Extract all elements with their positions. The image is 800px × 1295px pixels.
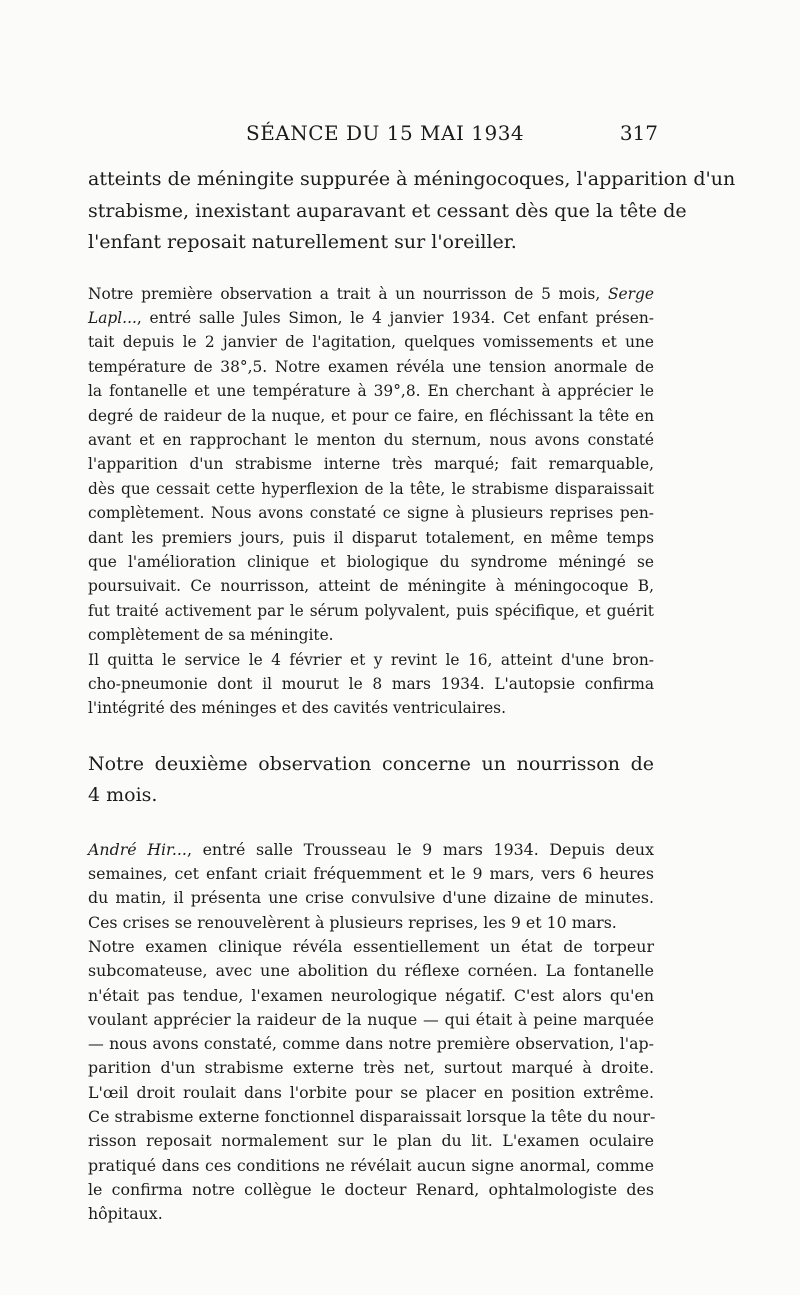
- text-line: [88, 838, 654, 862]
- text-line: — nous avons constaté, comme dans notre première observation, l'ap-: [88, 1034, 654, 1054]
- running-title: SÉANCE DU 15 MAI 1934: [246, 121, 525, 145]
- text-line: parition d'un strabisme externe très net, surtout marqué à droite.: [88, 1058, 654, 1078]
- text-line: Notre examen clinique révéla essentiellement un état de torpeur: [88, 937, 654, 956]
- text-line: [88, 282, 654, 306]
- text-segment: , entré salle Trousseau le 9 mars 1934. Depuis deux: [186, 839, 654, 859]
- patient-name: Serge: [608, 284, 654, 303]
- text-body: [88, 164, 736, 1227]
- text-line: cho-pneumonie dont il mourut le 8 mars 1934. L'autopsie confirma: [88, 675, 654, 693]
- text-line: fut traité activement par le sérum polyvalent, puis spécifique, et guérit: [88, 601, 654, 620]
- text-line: tait depuis le 2 janvier de l'agitation, quelques vomissements et une: [88, 333, 654, 352]
- text-line: l'intégrité des méninges et des cavités ventriculaires.: [88, 699, 506, 718]
- text-line: degré de raideur de la nuque, et pour ce faire, en fléchissant la tête en: [88, 406, 654, 425]
- text-line: pratiqué dans ces conditions ne révélait aucun signe anormal, comme: [88, 1155, 654, 1175]
- text-line: le confirma notre collègue le docteur Renard, ophtalmologiste des: [88, 1179, 654, 1199]
- text-segment: Notre première observation a trait à un nourrisson de 5 mois,: [88, 284, 609, 303]
- text-line: l'enfant reposait naturellement sur l'oreiller.: [88, 231, 517, 253]
- text-line: risson reposait normalement sur le plan du lit. L'examen oculaire: [88, 1131, 654, 1151]
- text-line: poursuivait. Ce nourrisson, atteint de méningite à méningocoque B,: [88, 577, 654, 596]
- text-line: voulant apprécier la raideur de la nuque — qui était à peine marquée: [88, 1009, 654, 1029]
- running-header: [88, 121, 658, 153]
- text-segment: , entré salle Jules Simon, le 4 janvier 1934. Cet enfant présen-: [136, 308, 654, 327]
- text-line: L'œil droit roulait dans l'orbite pour se placer en position extrême.: [88, 1082, 654, 1102]
- text-line: Notre deuxième observation concerne un nourrisson de: [88, 752, 654, 775]
- paragraph-intro-continuation: [88, 164, 736, 259]
- text-line: la fontanelle et une température à 39°,8. En cherchant à apprécier le: [88, 382, 654, 401]
- text-line: l'apparition d'un strabisme interne très marqué; fait remarquable,: [88, 455, 654, 474]
- text-line: dès que cessait cette hyperflexion de la tête, le strabisme disparaissait: [88, 479, 654, 498]
- text-line: que l'amélioration clinique et biologique du syndrome méningé se: [88, 552, 654, 571]
- paragraph-second-exam: [88, 935, 654, 1227]
- patient-name: Lapl...: [88, 308, 137, 327]
- text-line: complètement. Nous avons constaté ce signe à plusieurs reprises pen-: [88, 504, 654, 523]
- text-line: hôpitaux.: [88, 1204, 163, 1224]
- text-line: Ces crises se renouvelèrent à plusieurs reprises, les 9 et 10 mars.: [88, 912, 617, 932]
- text-line: du matin, il présenta une crise convulsive d'une dizaine de minutes.: [88, 888, 654, 908]
- text-line: [88, 306, 654, 330]
- text-line: strabisme, inexistant auparavant et cessant dès que la tête de: [88, 199, 687, 222]
- patient-name: André Hir...: [88, 839, 187, 859]
- paragraph-second-observation: [88, 838, 654, 935]
- text-line: avant et en rapprochant le menton du sternum, nous avons constaté: [88, 430, 654, 449]
- text-line: subcomateuse, avec une abolition du réflexe cornéen. La fontanelle: [88, 961, 654, 981]
- text-line: semaines, cet enfant criait fréquemment et le 9 mars, vers 6 heures: [88, 864, 654, 884]
- paragraph-second-observation-heading: [88, 749, 654, 812]
- text-line: complètement de sa méningite.: [88, 626, 334, 645]
- text-line: température de 38°,5. Notre examen révéla une tension anormale de: [88, 357, 654, 376]
- text-line: Ce strabisme externe fonctionnel disparaissait lorsque la tête du nour-: [88, 1107, 656, 1127]
- page-number: 317: [619, 121, 658, 145]
- text-line: n'était pas tendue, l'examen neurologique négatif. C'est alors qu'en: [88, 985, 654, 1005]
- text-line: atteints de méningite suppurée à méningocoques, l'apparition d'un: [88, 168, 736, 190]
- paragraph-first-outcome: [88, 648, 654, 721]
- text-line: 4 mois.: [88, 784, 158, 807]
- paragraph-first-observation: [88, 282, 654, 648]
- text-line: Il quitta le service le 4 février et y revint le 16, atteint d'une bron-: [88, 650, 654, 669]
- text-line: dant les premiers jours, puis il disparut totalement, en même temps: [88, 528, 654, 547]
